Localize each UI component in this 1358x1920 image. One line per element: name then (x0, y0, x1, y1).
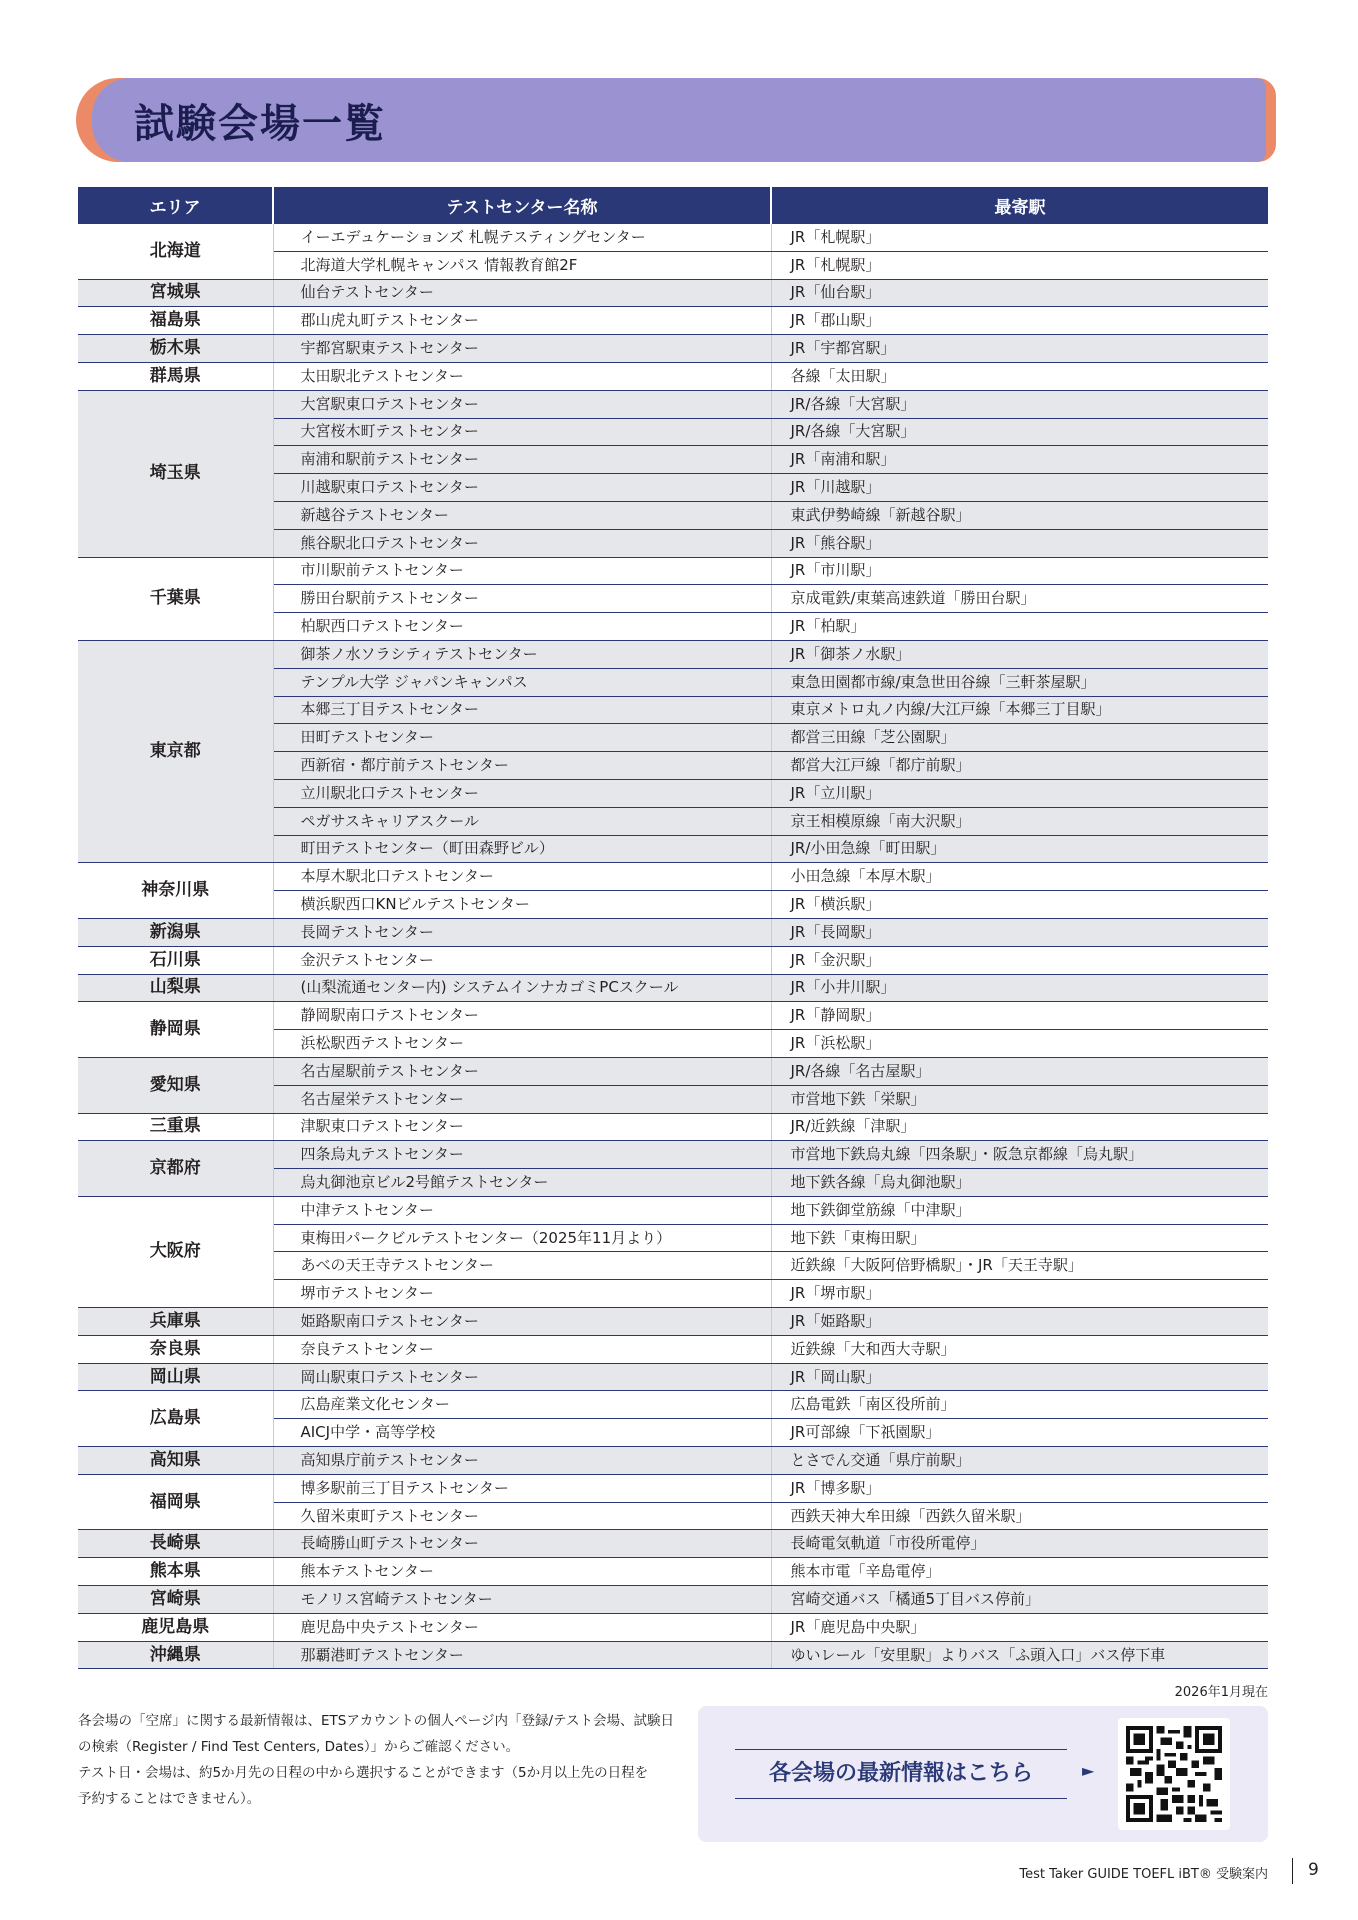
test-center-cell: 那覇港町テストセンター (273, 1641, 771, 1669)
area-cell: 宮崎県 (78, 1586, 273, 1614)
test-center-cell: 本厚木駅北口テストセンター (273, 863, 771, 891)
test-center-cell: 熊谷駅北口テストセンター (273, 529, 771, 557)
table-row (78, 1586, 1268, 1614)
nearest-station-cell: JR「御茶ノ水駅」 (771, 640, 1268, 668)
nearest-station-cell: 地下鉄「東梅田駅」 (771, 1224, 1268, 1252)
nearest-station-cell: JR「鹿児島中央駅」 (771, 1613, 1268, 1641)
test-center-cell: 仙台テストセンター (273, 279, 771, 307)
test-center-cell: 西新宿・都庁前テストセンター (273, 752, 771, 780)
table-row (78, 1558, 1268, 1586)
nearest-station-cell: JR/近鉄線「津駅」 (771, 1113, 1268, 1141)
nearest-station-cell: JR「浜松駅」 (771, 1030, 1268, 1058)
table-row (78, 1447, 1268, 1475)
test-center-cell: 奈良テストセンター (273, 1335, 771, 1363)
test-center-cell: 横浜駅西口KNビルテストセンター (273, 891, 771, 919)
nearest-station-cell: JR「仙台駅」 (771, 279, 1268, 307)
test-center-cell: 南浦和駅前テストセンター (273, 446, 771, 474)
area-cell: 埼玉県 (78, 390, 273, 557)
area-cell: 熊本県 (78, 1558, 273, 1586)
nearest-station-cell: JR「長岡駅」 (771, 918, 1268, 946)
nearest-station-cell: 東武伊勢崎線「新越谷駅」 (771, 501, 1268, 529)
nearest-station-cell: 京王相模原線「南大沢駅」 (771, 807, 1268, 835)
nearest-station-cell: JR「小井川駅」 (771, 974, 1268, 1002)
test-center-cell: 浜松駅西テストセンター (273, 1030, 771, 1058)
area-cell: 東京都 (78, 640, 273, 862)
nearest-station-cell: JR/各線「名古屋駅」 (771, 1057, 1268, 1085)
area-cell: 群馬県 (78, 362, 273, 390)
table-row (78, 863, 1268, 891)
table-row (78, 1002, 1268, 1030)
nearest-station-cell: 広島電鉄「南区役所前」 (771, 1391, 1268, 1419)
area-cell: 鹿児島県 (78, 1613, 273, 1641)
test-center-cell: 長崎勝山町テストセンター (273, 1530, 771, 1558)
nearest-station-cell: JR「堺市駅」 (771, 1280, 1268, 1308)
test-center-cell: 立川駅北口テストセンター (273, 779, 771, 807)
test-center-cell: 金沢テストセンター (273, 946, 771, 974)
nearest-station-cell: 都営三田線「芝公園駅」 (771, 724, 1268, 752)
area-cell: 栃木県 (78, 335, 273, 363)
table-row (78, 640, 1268, 668)
latest-info-box (698, 1706, 1268, 1842)
venue-table-body (78, 224, 1268, 1669)
test-center-cell: 名古屋栄テストセンター (273, 1085, 771, 1113)
table-row (78, 1474, 1268, 1502)
note-line: の検索（Register / Find Test Centers, Dates）」からご確認ください。 (78, 1739, 520, 1755)
nearest-station-cell: JR「札幌駅」 (771, 224, 1268, 251)
table-row (78, 1196, 1268, 1224)
test-center-cell: モノリス宮崎テストセンター (273, 1586, 771, 1614)
nearest-station-cell: 近鉄線「大和西大寺駅」 (771, 1335, 1268, 1363)
table-row (78, 279, 1268, 307)
page-title: 試験会場一覧 (134, 101, 386, 147)
nearest-station-cell: JR「郡山駅」 (771, 307, 1268, 335)
note-line: テスト日・会場は、約5か月先の日程の中から選択することができます（5か月以上先の日程を (78, 1765, 649, 1781)
area-cell: 岡山県 (78, 1363, 273, 1391)
title-banner (92, 78, 1266, 162)
test-center-cell: AICJ中学・高等学校 (273, 1419, 771, 1447)
test-center-cell: 博多駅前三丁目テストセンター (273, 1474, 771, 1502)
table-row (78, 1641, 1268, 1669)
test-center-cell: 久留米東町テストセンター (273, 1502, 771, 1530)
nearest-station-cell: 長崎電気軌道「市役所電停」 (771, 1530, 1268, 1558)
area-cell: 高知県 (78, 1447, 273, 1475)
test-center-cell: 高知県庁前テストセンター (273, 1447, 771, 1475)
note-line: 予約することはできません）。 (78, 1791, 261, 1807)
test-center-cell: 北海道大学札幌キャンパス 情報教育館2F (273, 251, 771, 279)
table-row (78, 335, 1268, 363)
nearest-station-cell: JR/各線「大宮駅」 (771, 390, 1268, 418)
area-cell: 千葉県 (78, 557, 273, 640)
latest-info-link[interactable]: 各会場の最新情報はこちら (735, 1749, 1067, 1799)
nearest-station-cell: JR「金沢駅」 (771, 946, 1268, 974)
header-nearest-station: 最寄駅 (771, 187, 1268, 224)
test-center-cell: 東梅田パークビルテストセンター（2025年11月より） (273, 1224, 771, 1252)
nearest-station-cell: JR「岡山駅」 (771, 1363, 1268, 1391)
nearest-station-cell: JR「静岡駅」 (771, 1002, 1268, 1030)
test-center-cell: 四条烏丸テストセンター (273, 1141, 771, 1169)
area-cell: 山梨県 (78, 974, 273, 1002)
header-area: エリア (78, 187, 273, 224)
table-row (78, 307, 1268, 335)
area-cell: 愛知県 (78, 1057, 273, 1113)
test-center-cell: 長岡テストセンター (273, 918, 771, 946)
nearest-station-cell: JR「南浦和駅」 (771, 446, 1268, 474)
table-row (78, 362, 1268, 390)
area-cell: 神奈川県 (78, 863, 273, 919)
nearest-station-cell: 宮崎交通バス「橘通5丁目バス停前」 (771, 1586, 1268, 1614)
table-row (78, 1335, 1268, 1363)
nearest-station-cell: JR「札幌駅」 (771, 251, 1268, 279)
test-center-cell: イーエデュケーションズ 札幌テスティングセンター (273, 224, 771, 251)
nearest-station-cell: JR「熊谷駅」 (771, 529, 1268, 557)
footer-text: Test Taker GUIDE TOEFL iBT® 受験案内 (1019, 1867, 1268, 1882)
nearest-station-cell: 東京メトロ丸ノ内線/大江戸線「本郷三丁目駅」 (771, 696, 1268, 724)
nearest-station-cell: 各線「太田駅」 (771, 362, 1268, 390)
test-center-cell: 堺市テストセンター (273, 1280, 771, 1308)
nearest-station-cell: 小田急線「本厚木駅」 (771, 863, 1268, 891)
test-center-cell: 大宮駅東口テストセンター (273, 390, 771, 418)
test-center-cell: 鹿児島中央テストセンター (273, 1613, 771, 1641)
table-row (78, 1613, 1268, 1641)
table-row (78, 1391, 1268, 1419)
arrow-right-icon: ► (1082, 1761, 1095, 1780)
table-row (78, 1141, 1268, 1169)
area-cell: 沖縄県 (78, 1641, 273, 1669)
page-number: 9 (1308, 1860, 1319, 1880)
area-cell: 奈良県 (78, 1335, 273, 1363)
area-cell: 福島県 (78, 307, 273, 335)
venue-table (78, 187, 1268, 1669)
nearest-station-cell: JR/各線「大宮駅」 (771, 418, 1268, 446)
nearest-station-cell: 東急田園都市線/東急世田谷線「三軒茶屋駅」 (771, 668, 1268, 696)
test-center-cell: 勝田台駅前テストセンター (273, 585, 771, 613)
test-center-cell: 名古屋駅前テストセンター (273, 1057, 771, 1085)
nearest-station-cell: 西鉄天神大牟田線「西鉄久留米駅」 (771, 1502, 1268, 1530)
table-row (78, 1363, 1268, 1391)
area-cell: 大阪府 (78, 1196, 273, 1307)
table-row (78, 390, 1268, 418)
test-center-cell: ペガサスキャリアスクール (273, 807, 771, 835)
test-center-cell: 町田テストセンター（町田森野ビル） (273, 835, 771, 863)
nearest-station-cell: とさでん交通「県庁前駅」 (771, 1447, 1268, 1475)
nearest-station-cell: 市営地下鉄「栄駅」 (771, 1085, 1268, 1113)
area-cell: 静岡県 (78, 1002, 273, 1058)
notes (78, 1708, 678, 1812)
area-cell: 広島県 (78, 1391, 273, 1447)
table-row (78, 1057, 1268, 1085)
nearest-station-cell: JR「柏駅」 (771, 613, 1268, 641)
test-center-cell: 柏駅西口テストセンター (273, 613, 771, 641)
nearest-station-cell: 京成電鉄/東葉高速鉄道「勝田台駅」 (771, 585, 1268, 613)
test-center-cell: あべの天王寺テストセンター (273, 1252, 771, 1280)
area-cell: 宮城県 (78, 279, 273, 307)
nearest-station-cell: JR可部線「下祇園駅」 (771, 1419, 1268, 1447)
test-center-cell: 本郷三丁目テストセンター (273, 696, 771, 724)
area-cell: 京都府 (78, 1141, 273, 1197)
test-center-cell: 津駅東口テストセンター (273, 1113, 771, 1141)
test-center-cell: 広島産業文化センター (273, 1391, 771, 1419)
area-cell: 兵庫県 (78, 1308, 273, 1336)
note-line: 各会場の「空席」に関する最新情報は、ETSアカウントの個人ページ内「登録/テスト会場、試験日 (78, 1713, 674, 1729)
table-row (78, 224, 1268, 251)
nearest-station-cell: 熊本市電「辛島電停」 (771, 1558, 1268, 1586)
test-center-cell: 姫路駅南口テストセンター (273, 1308, 771, 1336)
area-cell: 石川県 (78, 946, 273, 974)
area-cell: 北海道 (78, 224, 273, 279)
test-center-cell: 宇都宮駅東テストセンター (273, 335, 771, 363)
nearest-station-cell: JR/小田急線「町田駅」 (771, 835, 1268, 863)
nearest-station-cell: JR「立川駅」 (771, 779, 1268, 807)
test-center-cell: テンプル大学 ジャパンキャンパス (273, 668, 771, 696)
nearest-station-cell: 市営地下鉄烏丸線「四条駅」・阪急京都線「烏丸駅」 (771, 1141, 1268, 1169)
nearest-station-cell: 地下鉄御堂筋線「中津駅」 (771, 1196, 1268, 1224)
table-row (78, 557, 1268, 585)
nearest-station-cell: JR「姫路駅」 (771, 1308, 1268, 1336)
area-cell: 福岡県 (78, 1474, 273, 1530)
test-center-cell: 熊本テストセンター (273, 1558, 771, 1586)
nearest-station-cell: JR「宇都宮駅」 (771, 335, 1268, 363)
table-header-row (78, 187, 1268, 224)
test-center-cell: 川越駅東口テストセンター (273, 474, 771, 502)
nearest-station-cell: 近鉄線「大阪阿倍野橋駅」・JR「天王寺駅」 (771, 1252, 1268, 1280)
table-row (78, 974, 1268, 1002)
nearest-station-cell: JR「博多駅」 (771, 1474, 1268, 1502)
table-row (78, 1113, 1268, 1141)
nearest-station-cell: ゆいレール「安里駅」よりバス「ふ頭入口」バス停下車 (771, 1641, 1268, 1669)
nearest-station-cell: JR「市川駅」 (771, 557, 1268, 585)
test-center-cell: 田町テストセンター (273, 724, 771, 752)
test-center-cell: 郡山虎丸町テストセンター (273, 307, 771, 335)
test-center-cell: 太田駅北テストセンター (273, 362, 771, 390)
test-center-cell: 静岡駅南口テストセンター (273, 1002, 771, 1030)
qr-code-icon[interactable] (1118, 1718, 1230, 1830)
test-center-cell: 中津テストセンター (273, 1196, 771, 1224)
table-row (78, 1530, 1268, 1558)
test-center-cell: 新越谷テストセンター (273, 501, 771, 529)
table-row (78, 1308, 1268, 1336)
area-cell: 三重県 (78, 1113, 273, 1141)
area-cell: 新潟県 (78, 918, 273, 946)
test-center-cell: 市川駅前テストセンター (273, 557, 771, 585)
test-center-cell: 烏丸御池京ビル2号館テストセンター (273, 1169, 771, 1197)
header-test-center: テストセンター名称 (273, 187, 771, 224)
nearest-station-cell: JR「川越駅」 (771, 474, 1268, 502)
test-center-cell: 御茶ノ水ソラシティテストセンター (273, 640, 771, 668)
as-of-date: 2026年1月現在 (1174, 1685, 1268, 1700)
table-row (78, 946, 1268, 974)
table-row (78, 918, 1268, 946)
nearest-station-cell: JR「横浜駅」 (771, 891, 1268, 919)
nearest-station-cell: 都営大江戸線「都庁前駅」 (771, 752, 1268, 780)
test-center-cell: 大宮桜木町テストセンター (273, 418, 771, 446)
footer-divider (1292, 1858, 1293, 1884)
area-cell: 長崎県 (78, 1530, 273, 1558)
test-center-cell: (山梨流通センター内) システムインナカゴミPCスクール (273, 974, 771, 1002)
test-center-cell: 岡山駅東口テストセンター (273, 1363, 771, 1391)
nearest-station-cell: 地下鉄各線「烏丸御池駅」 (771, 1169, 1268, 1197)
